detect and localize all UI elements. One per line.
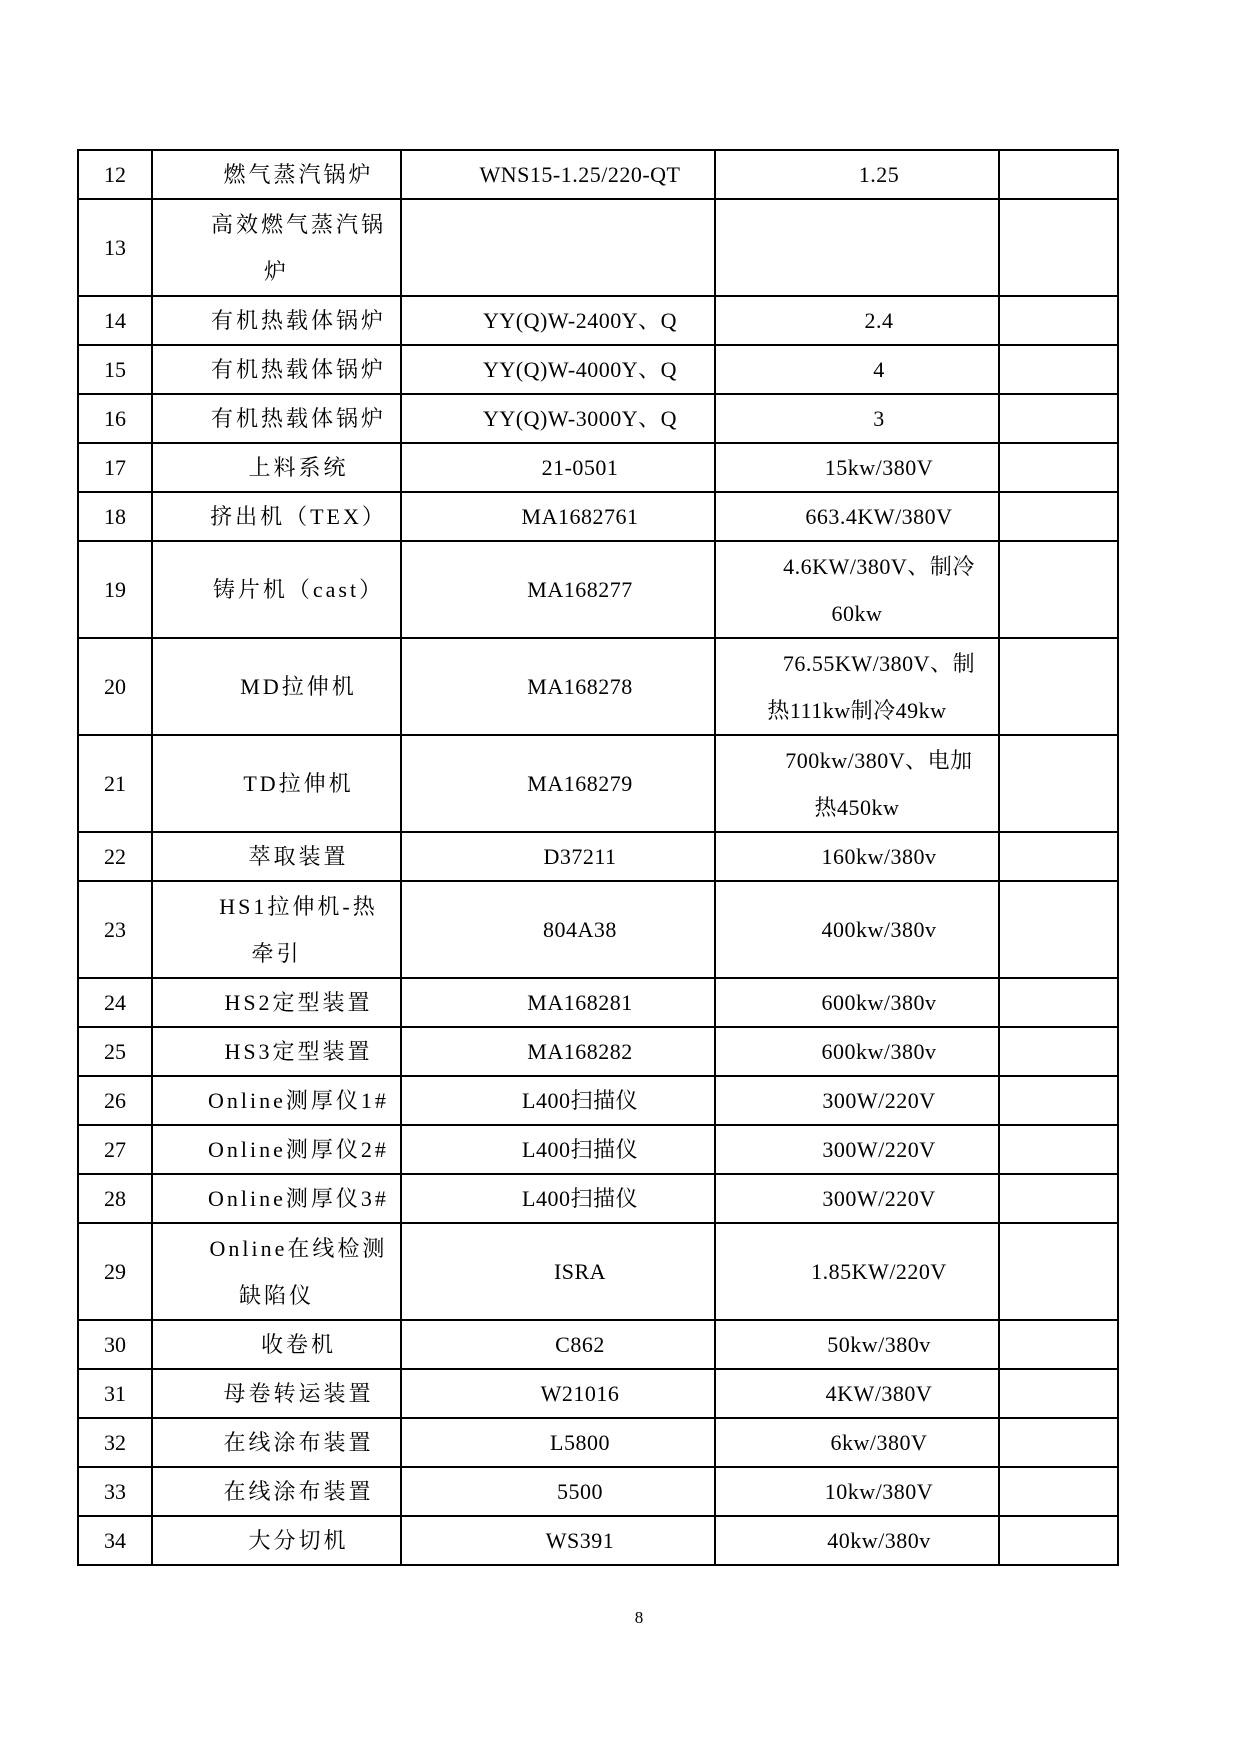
model-cell: MA168281 [401, 978, 715, 1027]
equipment-name-cell: Online测厚仪3# [152, 1174, 401, 1223]
model-cell: ISRA [401, 1223, 715, 1320]
table-row [78, 1125, 1118, 1174]
power-cell: 300W/220V [715, 1076, 999, 1125]
equipment-name-cell: MD拉伸机 [152, 638, 401, 735]
equipment-name-cell: 在线涂布装置 [152, 1418, 401, 1467]
model-cell: L400扫描仪 [401, 1125, 715, 1174]
table-row [78, 1418, 1118, 1467]
row-number-cell: 34 [78, 1516, 152, 1565]
notes-cell [999, 1369, 1118, 1418]
equipment-name-cell: Online测厚仪2# [152, 1125, 401, 1174]
table-row [78, 735, 1118, 832]
model-cell: YY(Q)W-4000Y、Q [401, 345, 715, 394]
row-number-cell: 20 [78, 638, 152, 735]
model-cell: 5500 [401, 1467, 715, 1516]
power-cell: 76.55KW/380V、制 热111kw制冷49kw [715, 638, 999, 735]
table-row [78, 1223, 1118, 1320]
model-cell: MA1682761 [401, 492, 715, 541]
equipment-name-cell: TD拉伸机 [152, 735, 401, 832]
power-cell: 663.4KW/380V [715, 492, 999, 541]
model-cell [401, 199, 715, 296]
row-number-cell: 18 [78, 492, 152, 541]
notes-cell [999, 1467, 1118, 1516]
power-cell [715, 199, 999, 296]
power-cell: 300W/220V [715, 1125, 999, 1174]
notes-cell [999, 443, 1118, 492]
equipment-name-cell: 收卷机 [152, 1320, 401, 1369]
equipment-name-cell: 高效燃气蒸汽锅 炉 [152, 199, 401, 296]
notes-cell [999, 832, 1118, 881]
table-row [78, 199, 1118, 296]
power-cell: 160kw/380v [715, 832, 999, 881]
table-row [78, 1174, 1118, 1223]
notes-cell [999, 394, 1118, 443]
equipment-name-cell: 在线涂布装置 [152, 1467, 401, 1516]
page-number: 8 [634, 1608, 644, 1627]
table-row [78, 638, 1118, 735]
equipment-name-cell: HS3定型装置 [152, 1027, 401, 1076]
equipment-name-cell: HS2定型装置 [152, 978, 401, 1027]
table-row [78, 1516, 1118, 1565]
power-cell: 10kw/380V [715, 1467, 999, 1516]
equipment-name-cell: 萃取装置 [152, 832, 401, 881]
equipment-name-cell: 挤出机（TEX） [152, 492, 401, 541]
equipment-name-cell: Online在线检测 缺陷仪 [152, 1223, 401, 1320]
notes-cell [999, 978, 1118, 1027]
power-cell: 15kw/380V [715, 443, 999, 492]
power-cell: 6kw/380V [715, 1418, 999, 1467]
table-row [78, 345, 1118, 394]
row-number-cell: 32 [78, 1418, 152, 1467]
notes-cell [999, 1418, 1118, 1467]
row-number-cell: 19 [78, 541, 152, 638]
power-cell: 1.25 [715, 150, 999, 199]
notes-cell [999, 345, 1118, 394]
table-row [78, 492, 1118, 541]
notes-cell [999, 150, 1118, 199]
power-cell: 600kw/380v [715, 1027, 999, 1076]
table-row [78, 1369, 1118, 1418]
power-cell: 3 [715, 394, 999, 443]
model-cell: D37211 [401, 832, 715, 881]
power-cell: 700kw/380V、电加 热450kw [715, 735, 999, 832]
model-cell: MA168277 [401, 541, 715, 638]
row-number-cell: 28 [78, 1174, 152, 1223]
model-cell: 21-0501 [401, 443, 715, 492]
model-cell: WS391 [401, 1516, 715, 1565]
notes-cell [999, 1076, 1118, 1125]
notes-cell [999, 296, 1118, 345]
equipment-name-cell: 燃气蒸汽锅炉 [152, 150, 401, 199]
equipment-name-cell: 有机热载体锅炉 [152, 296, 401, 345]
table-row [78, 1076, 1118, 1125]
row-number-cell: 17 [78, 443, 152, 492]
row-number-cell: 26 [78, 1076, 152, 1125]
equipment-name-cell: 上料系统 [152, 443, 401, 492]
equipment-name-cell: 母卷转运装置 [152, 1369, 401, 1418]
power-cell: 2.4 [715, 296, 999, 345]
notes-cell [999, 541, 1118, 638]
row-number-cell: 31 [78, 1369, 152, 1418]
model-cell: C862 [401, 1320, 715, 1369]
notes-cell [999, 881, 1118, 978]
table-row [78, 978, 1118, 1027]
notes-cell [999, 199, 1118, 296]
row-number-cell: 16 [78, 394, 152, 443]
equipment-table-body [78, 150, 1118, 1565]
row-number-cell: 14 [78, 296, 152, 345]
row-number-cell: 21 [78, 735, 152, 832]
model-cell: YY(Q)W-3000Y、Q [401, 394, 715, 443]
equipment-name-cell: 有机热载体锅炉 [152, 394, 401, 443]
power-cell: 400kw/380v [715, 881, 999, 978]
equipment-name-cell: HS1拉伸机-热 牵引 [152, 881, 401, 978]
row-number-cell: 24 [78, 978, 152, 1027]
row-number-cell: 12 [78, 150, 152, 199]
notes-cell [999, 492, 1118, 541]
model-cell: 804A38 [401, 881, 715, 978]
equipment-name-cell: 大分切机 [152, 1516, 401, 1565]
notes-cell [999, 1320, 1118, 1369]
notes-cell [999, 1516, 1118, 1565]
table-row [78, 443, 1118, 492]
notes-cell [999, 1174, 1118, 1223]
power-cell: 300W/220V [715, 1174, 999, 1223]
power-cell: 50kw/380v [715, 1320, 999, 1369]
model-cell: YY(Q)W-2400Y、Q [401, 296, 715, 345]
table-row [78, 541, 1118, 638]
notes-cell [999, 735, 1118, 832]
model-cell: L5800 [401, 1418, 715, 1467]
row-number-cell: 25 [78, 1027, 152, 1076]
table-row [78, 1320, 1118, 1369]
row-number-cell: 23 [78, 881, 152, 978]
row-number-cell: 22 [78, 832, 152, 881]
model-cell: W21016 [401, 1369, 715, 1418]
notes-cell [999, 638, 1118, 735]
row-number-cell: 29 [78, 1223, 152, 1320]
model-cell: MA168279 [401, 735, 715, 832]
table-row [78, 150, 1118, 199]
power-cell: 600kw/380v [715, 978, 999, 1027]
power-cell: 4 [715, 345, 999, 394]
row-number-cell: 27 [78, 1125, 152, 1174]
notes-cell [999, 1125, 1118, 1174]
power-cell: 40kw/380v [715, 1516, 999, 1565]
model-cell: MA168282 [401, 1027, 715, 1076]
power-cell: 1.85KW/220V [715, 1223, 999, 1320]
table-row [78, 1027, 1118, 1076]
notes-cell [999, 1027, 1118, 1076]
table-row [78, 1467, 1118, 1516]
model-cell: WNS15-1.25/220-QT [401, 150, 715, 199]
row-number-cell: 15 [78, 345, 152, 394]
equipment-name-cell: 有机热载体锅炉 [152, 345, 401, 394]
model-cell: L400扫描仪 [401, 1174, 715, 1223]
model-cell: MA168278 [401, 638, 715, 735]
table-row [78, 394, 1118, 443]
table-row [78, 296, 1118, 345]
notes-cell [999, 1223, 1118, 1320]
power-cell: 4.6KW/380V、制冷 60kw [715, 541, 999, 638]
power-cell: 4KW/380V [715, 1369, 999, 1418]
row-number-cell: 13 [78, 199, 152, 296]
row-number-cell: 33 [78, 1467, 152, 1516]
row-number-cell: 30 [78, 1320, 152, 1369]
equipment-name-cell: 铸片机（cast） [152, 541, 401, 638]
equipment-name-cell: Online测厚仪1# [152, 1076, 401, 1125]
equipment-table [77, 149, 1119, 1566]
table-row [78, 832, 1118, 881]
model-cell: L400扫描仪 [401, 1076, 715, 1125]
table-row [78, 881, 1118, 978]
